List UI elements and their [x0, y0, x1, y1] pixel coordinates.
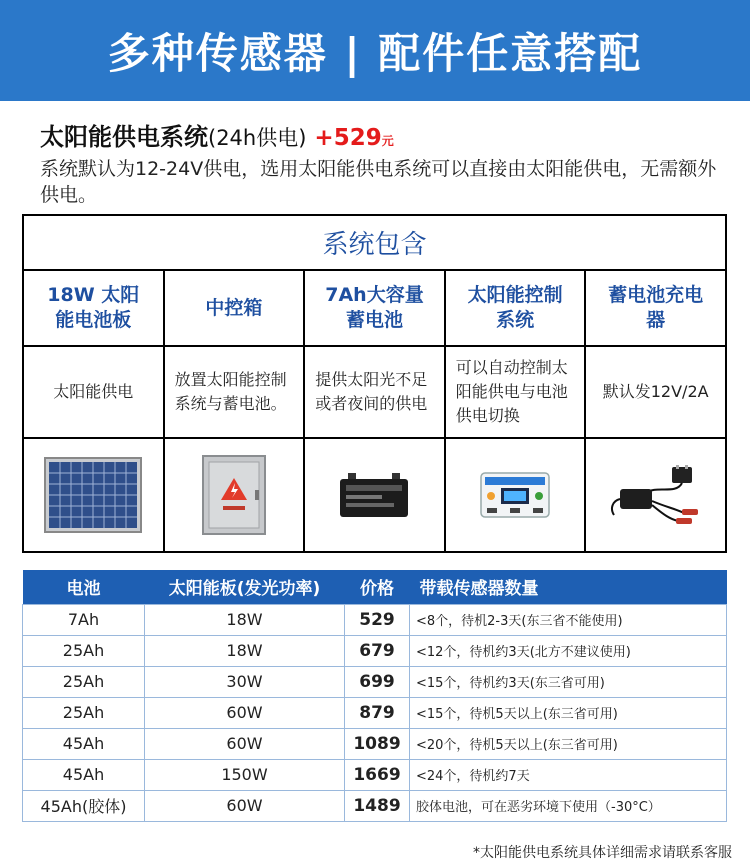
table-row — [23, 790, 727, 821]
package-item — [165, 271, 306, 551]
cell-panel: 18W — [145, 635, 345, 666]
table-row — [23, 759, 727, 790]
package-item-name: 太阳能控制系统 — [446, 271, 585, 347]
package-item-desc: 太阳能供电 — [24, 347, 163, 439]
solar-controller-icon — [446, 439, 585, 551]
package-item-name: 中控箱 — [165, 271, 304, 347]
package-title: 系统包含 — [24, 216, 725, 271]
system-price: +529 — [314, 125, 382, 151]
cell-price: 879 — [345, 697, 410, 728]
table-row — [23, 728, 727, 759]
table-row — [23, 635, 727, 666]
footnote: *太阳能供电系统具体详细需求请联系客服 — [473, 845, 732, 861]
cell-battery: 45Ah — [23, 728, 145, 759]
package-table — [22, 214, 727, 553]
package-item-desc: 放置太阳能控制系统与蓄电池。 — [165, 347, 304, 439]
cell-price: 1669 — [345, 759, 410, 790]
cell-note: <24个，待机约7天 — [410, 759, 727, 790]
system-description: 系统默认为12-24V供电，选用太阳能供电系统可以直接由太阳能供电，无需额外供电。 — [40, 158, 717, 206]
cell-price: 1489 — [345, 790, 410, 821]
package-item — [586, 271, 725, 551]
control-box-icon — [165, 439, 304, 551]
cell-note: <12个，待机约3天(北方不建议使用) — [410, 635, 727, 666]
package-item-name: 7Ah大容量蓄电池 — [305, 271, 444, 347]
cell-price: 679 — [345, 635, 410, 666]
spec-table — [22, 570, 727, 822]
cell-battery: 45Ah — [23, 759, 145, 790]
package-item-desc: 提供太阳光不足或者夜间的供电 — [305, 347, 444, 439]
package-columns — [24, 271, 725, 551]
cell-note: <15个，待机约3天(东三省可用) — [410, 666, 727, 697]
system-subtitle: (24h供电) — [208, 126, 307, 150]
package-item-desc: 默认发12V/2A — [586, 347, 725, 439]
package-item-name: 蓄电池充电器 — [586, 271, 725, 347]
battery-icon — [305, 439, 444, 551]
table-row — [23, 666, 727, 697]
cell-panel: 60W — [145, 790, 345, 821]
header-price: 价格 — [345, 570, 410, 604]
system-title: 太阳能供电系统 — [40, 123, 208, 151]
cell-note: 胶体电池，可在恶劣环境下使用（-30°C） — [410, 790, 727, 821]
banner: 多种传感器 | 配件任意搭配 — [0, 0, 750, 101]
cell-battery: 25Ah — [23, 697, 145, 728]
spec-header-row — [23, 570, 727, 604]
table-row — [23, 697, 727, 728]
cell-panel: 150W — [145, 759, 345, 790]
package-item — [305, 271, 446, 551]
cell-note: <15个，待机5天以上(东三省可用) — [410, 697, 727, 728]
package-item — [446, 271, 587, 551]
cell-note: <20个，待机5天以上(东三省可用) — [410, 728, 727, 759]
system-title-row — [40, 117, 394, 151]
battery-charger-icon — [586, 439, 725, 551]
cell-battery: 25Ah — [23, 635, 145, 666]
cell-panel: 18W — [145, 604, 345, 635]
solar-panel-icon — [24, 439, 163, 551]
header-sensors: 带载传感器数量 — [410, 570, 727, 604]
cell-battery: 25Ah — [23, 666, 145, 697]
cell-panel: 30W — [145, 666, 345, 697]
package-item — [24, 271, 165, 551]
package-item-name: 18W 太阳能电池板 — [24, 271, 163, 347]
cell-battery: 45Ah(胶体) — [23, 790, 145, 821]
cell-price: 1089 — [345, 728, 410, 759]
package-item-desc: 可以自动控制太阳能供电与电池供电切换 — [446, 347, 585, 439]
cell-panel: 60W — [145, 728, 345, 759]
header-panel: 太阳能板(发光功率) — [145, 570, 345, 604]
cell-note: <8个，待机2-3天(东三省不能使用) — [410, 604, 727, 635]
system-price-unit: 元 — [381, 134, 394, 148]
cell-price: 699 — [345, 666, 410, 697]
table-row — [23, 604, 727, 635]
header-battery: 电池 — [23, 570, 145, 604]
cell-battery: 7Ah — [23, 604, 145, 635]
cell-price: 529 — [345, 604, 410, 635]
cell-panel: 60W — [145, 697, 345, 728]
